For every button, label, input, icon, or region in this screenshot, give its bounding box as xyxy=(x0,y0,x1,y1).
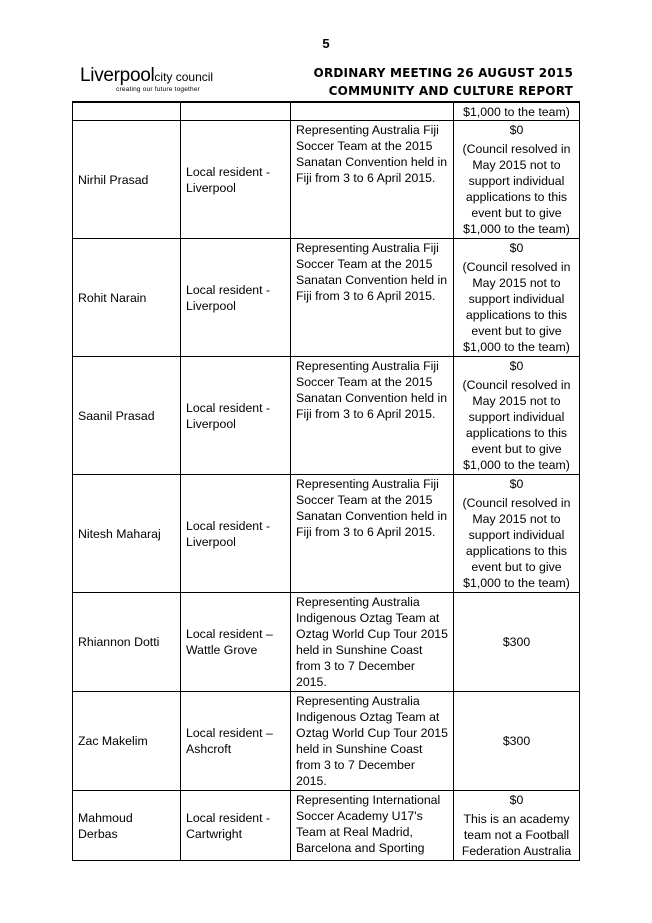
residence-cell: Local resident – Ashcroft xyxy=(181,692,291,791)
amount-cell: $1,000 to the team) xyxy=(454,103,580,121)
grants-table xyxy=(72,102,580,861)
amount-value: $0 xyxy=(509,359,524,373)
logo-city: city council xyxy=(154,70,214,84)
name-cell: Mahmoud Derbas xyxy=(73,791,181,861)
table-row xyxy=(73,239,580,357)
residence-cell: Local resident - Liverpool xyxy=(181,121,291,239)
name-cell: Nitesh Maharaj xyxy=(73,475,181,593)
amount-cell xyxy=(454,791,580,861)
table-row xyxy=(73,475,580,593)
amount-note: (Council resolved in May 2015 not to support individual applications to this event but to give $1,000 to the team) xyxy=(462,260,571,354)
name-cell: Saanil Prasad xyxy=(73,357,181,475)
amount-value: $300 xyxy=(502,635,531,649)
amount-note: (Council resolved in May 2015 not to support individual applications to this event but to give $1,000 to the team) xyxy=(462,496,571,590)
table-row xyxy=(73,357,580,475)
amount-value: $0 xyxy=(509,477,524,491)
name-cell xyxy=(73,103,181,121)
amount-cell xyxy=(454,239,580,357)
name-cell: Rhiannon Dotti xyxy=(73,593,181,692)
event-cell: Representing Australia Indigenous Oztag Team at Oztag World Cup Tour 2015 held in Sunshine Coast from 3 to 7 December 2015. xyxy=(291,692,454,791)
amount-cell xyxy=(454,692,580,791)
event-cell xyxy=(291,103,454,121)
meeting-title: ORDINARY MEETING 26 AUGUST 2015 xyxy=(313,66,573,80)
table-row-continuation xyxy=(73,103,580,121)
event-cell: Representing Australia Fiji Soccer Team at the 2015 Sanatan Convention held in Fiji from 3 to 6 April 2015. xyxy=(291,121,454,239)
logo-tagline: creating our future together xyxy=(116,86,201,93)
amount-value: $300 xyxy=(502,734,531,748)
amount-note: (Council resolved in May 2015 not to support individual applications to this event but to give $1,000 to the team) xyxy=(462,378,571,472)
residence-cell: Local resident - Liverpool xyxy=(181,357,291,475)
amount-value: $0 xyxy=(509,793,524,807)
name-cell: Zac Makelim xyxy=(73,692,181,791)
amount-cell xyxy=(454,593,580,692)
table-row xyxy=(73,121,580,239)
name-cell: Rohit Narain xyxy=(73,239,181,357)
council-logo xyxy=(80,66,213,93)
event-cell: Representing Australia Indigenous Oztag Team at Oztag World Cup Tour 2015 held in Sunshine Coast from 3 to 7 December 2015. xyxy=(291,593,454,692)
residence-cell: Local resident - Liverpool xyxy=(181,475,291,593)
table-row xyxy=(73,692,580,791)
amount-value: $0 xyxy=(509,241,524,255)
report-title: COMMUNITY AND CULTURE REPORT xyxy=(328,84,573,98)
residence-cell: Local resident – Wattle Grove xyxy=(181,593,291,692)
name-cell: Nirhil Prasad xyxy=(73,121,181,239)
event-cell: Representing Australia Fiji Soccer Team at the 2015 Sanatan Convention held in Fiji from 3 to 6 April 2015. xyxy=(291,475,454,593)
table-row xyxy=(73,593,580,692)
event-cell: Representing Australia Fiji Soccer Team at the 2015 Sanatan Convention held in Fiji from 3 to 6 April 2015. xyxy=(291,239,454,357)
table-row xyxy=(73,791,580,861)
event-cell: Representing Australia Fiji Soccer Team at the 2015 Sanatan Convention held in Fiji from 3 to 6 April 2015. xyxy=(291,357,454,475)
page-number: 5 xyxy=(322,36,330,51)
amount-cell xyxy=(454,357,580,475)
event-cell: Representing International Soccer Academy U17's Team at Real Madrid, Barcelona and Sporting xyxy=(291,791,454,861)
residence-cell xyxy=(181,103,291,121)
amount-value: $0 xyxy=(509,123,524,137)
amount-note: This is an academy team not a Football Federation Australia xyxy=(461,812,572,858)
residence-cell: Local resident - Liverpool xyxy=(181,239,291,357)
residence-cell: Local resident - Cartwright xyxy=(181,791,291,861)
amount-cell xyxy=(454,121,580,239)
amount-cell xyxy=(454,475,580,593)
logo-text: Liverpool xyxy=(80,65,155,86)
amount-note: (Council resolved in May 2015 not to support individual applications to this event but to give $1,000 to the team) xyxy=(462,142,571,236)
